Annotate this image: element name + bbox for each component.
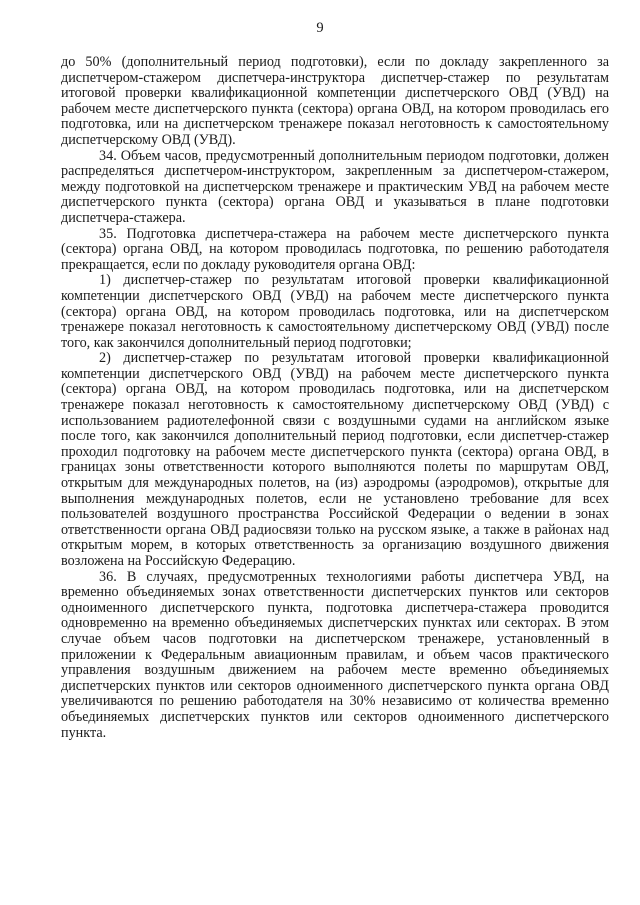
paragraph-35-item-1: 1) диспетчер-стажер по результатам итоговой проверки квалификационной компетенции диспетчерского ОВД (УВД) на рабочем месте диспетчерского пункта (сектора) органа ОВД, на котором проводилась подготовка, или на диспетчерском тренажере показал неготовность к самостоятельному диспетчерскому ОВД (УВД) после того, как закончился дополнительный период подготовки; — [61, 272, 609, 351]
page-number: 9 — [316, 20, 324, 36]
paragraph-35-item-2: 2) диспетчер-стажер по результатам итоговой проверки квалификационной компетенции диспетчерского ОВД (УВД) на рабочем месте диспетчерского пункта (сектора) органа ОВД, на котором проводилась подготовка, или на диспетчерском тренажере показал неготовность к самостоятельному диспетчерскому ОВД (УВД) с использованием радиотелефонной связи с воздушными судами на английском языке после того, как закончился дополнительный период подготовки, если диспетчер-стажер проходил подготовку на рабочем месте диспетчерского пункта (сектора) органа ОВД, в границах зоны ответственности которого выполняются полеты по маршрутам ОВД, открытым для международных полетов, на (из) аэродромы (аэродромов), открытые для выполнения международных полетов, если не установлено требование для всех пользователей воздушного пространства Российской Федерации о ведении в зонах ответственности органа ОВД радиосвязи только на русском языке, а также в районах над открытым морем, в которых ответственность за организацию воздушного движения возложена на Российскую Федерацию. — [61, 350, 609, 569]
paragraph-35: 35. Подготовка диспетчера-стажера на рабочем месте диспетчерского пункта (сектора) органа ОВД, на котором проводилась подготовка, по решению работодателя прекращается, если по докладу руководителя органа ОВД: — [61, 225, 609, 273]
document-body — [61, 55, 609, 741]
paragraph-36: 36. В случаях, предусмотренных технологиями работы диспетчера УВД, на временно объединяемых зонах ответственности диспетчерских пунктов или секторов одноименного диспетчерского пункта, подготовка диспетчера-стажера проводится одновременно на временно объединяемых диспетчерских пунктах или секторах. В этом случае объем часов подготовки на диспетчерском тренажере, установленный в приложении к Федеральным авиационным правилам, и объем часов практического управления воздушным движением на рабочем месте временно объединяемых диспетчерских пунктов или секторов одноименного диспетчерского пункта органа ОВД увеличиваются по решению работодателя на 30% независимо от количества временно объединяемых диспетчерских пунктов или секторов одноименного диспетчерского пункта. — [61, 568, 609, 741]
paragraph-34: 34. Объем часов, предусмотренный дополнительным периодом подготовки, должен распределяться диспетчером-инструктором, закрепленным за диспетчером-стажером, между подготовкой на диспетчерском тренажере и практическим УВД на рабочем месте диспетчерского пункта (сектора) органа ОВД и указываться в плане подготовки диспетчера-стажера. — [61, 147, 609, 226]
paragraph-continuation: до 50% (дополнительный период подготовки), если по докладу закрепленного за диспетчером-стажером диспетчера-инструктора диспетчер-стажер по результатам итоговой проверки квалификационной компетенции диспетчерского ОВД (УВД) на рабочем месте диспетчерского пункта (сектора) органа ОВД, на котором проводилась его подготовка, или на диспетчерском тренажере показал неготовность к самостоятельному диспетчерскому ОВД (УВД). — [61, 54, 609, 148]
